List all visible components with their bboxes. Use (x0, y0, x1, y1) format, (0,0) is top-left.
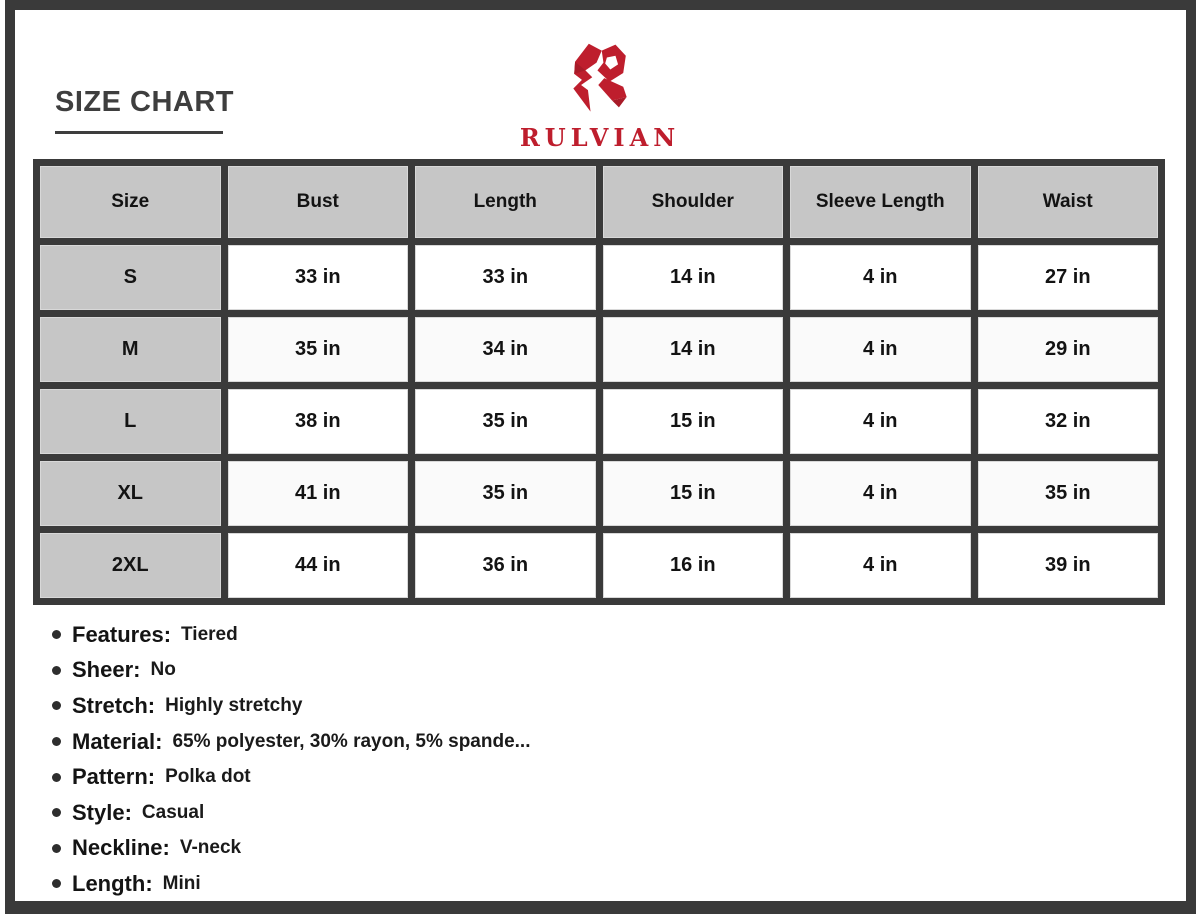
shoulder-value-cell: 16 in (603, 533, 784, 598)
detail-label: Style: (72, 799, 132, 825)
detail-label: Sheer: (72, 657, 141, 683)
size-label-cell: XL (40, 461, 221, 526)
sleeve-length-value-cell: 4 in (790, 389, 971, 454)
length-value-cell: 35 in (415, 389, 596, 454)
list-item-material (52, 724, 530, 760)
list-item-neckline (52, 831, 530, 867)
shoulder-value-cell: 15 in (603, 389, 784, 454)
column-header-shoulder: Shoulder (603, 166, 784, 238)
detail-label: Features: (72, 621, 172, 647)
detail-value: Polka dot (165, 766, 251, 788)
length-value-cell: 35 in (415, 461, 596, 526)
list-item-features (52, 617, 530, 653)
sleeve-length-value-cell: 4 in (790, 245, 971, 310)
column-header-length: Length (415, 166, 596, 238)
size-chart-table (33, 159, 1165, 605)
rulvian-r-monogram-icon (556, 36, 644, 122)
bullet-icon (52, 844, 61, 853)
waist-value-cell: 32 in (978, 389, 1159, 454)
list-item-style (52, 795, 530, 831)
bust-value-cell: 33 in (228, 245, 409, 310)
page-title: SIZE CHART (55, 86, 234, 118)
bullet-icon (52, 666, 61, 675)
bust-value-cell: 41 in (228, 461, 409, 526)
table-header-row (40, 166, 1158, 238)
detail-value: Highly stretchy (165, 694, 303, 716)
column-header-sleeve-length: Sleeve Length (790, 166, 971, 238)
waist-value-cell: 35 in (978, 461, 1159, 526)
table-row-xl (40, 461, 1158, 526)
list-item-sheer (52, 653, 530, 689)
detail-value: Mini (162, 872, 201, 894)
waist-value-cell: 29 in (978, 317, 1159, 382)
length-value-cell: 36 in (415, 533, 596, 598)
size-label-cell: L (40, 389, 221, 454)
bullet-icon (52, 879, 61, 888)
table-row-s (40, 245, 1158, 310)
bullet-icon (52, 773, 61, 782)
bust-value-cell: 44 in (228, 533, 409, 598)
table-row-2xl (40, 533, 1158, 598)
detail-label: Stretch: (72, 692, 156, 718)
table-row-m (40, 317, 1158, 382)
length-value-cell: 34 in (415, 317, 596, 382)
sleeve-length-value-cell: 4 in (790, 461, 971, 526)
waist-value-cell: 39 in (978, 533, 1159, 598)
column-header-size: Size (40, 166, 221, 238)
bullet-icon (52, 701, 61, 710)
list-item-stretch (52, 688, 530, 724)
list-item-pattern (52, 759, 530, 795)
shoulder-value-cell: 15 in (603, 461, 784, 526)
brand-wordmark: RULVIAN (519, 123, 681, 152)
length-value-cell: 33 in (415, 245, 596, 310)
bust-value-cell: 38 in (228, 389, 409, 454)
bust-value-cell: 35 in (228, 317, 409, 382)
size-label-cell: M (40, 317, 221, 382)
sleeve-length-value-cell: 4 in (790, 533, 971, 598)
size-label-cell: S (40, 245, 221, 310)
bullet-icon (52, 630, 61, 639)
column-header-bust: Bust (228, 166, 409, 238)
shoulder-value-cell: 14 in (603, 317, 784, 382)
product-details-list (52, 617, 530, 902)
detail-label: Material: (72, 728, 163, 754)
detail-value: 65% polyester, 30% rayon, 5% spande... (172, 730, 531, 752)
list-item-length (52, 866, 530, 902)
waist-value-cell: 27 in (978, 245, 1159, 310)
size-label-cell: 2XL (40, 533, 221, 598)
detail-label: Neckline: (72, 835, 170, 861)
detail-value: No (150, 659, 176, 681)
brand-logo (0, 36, 1200, 152)
bullet-icon (52, 808, 61, 817)
detail-value: Casual (141, 801, 205, 823)
table-row-l (40, 389, 1158, 454)
bullet-icon (52, 737, 61, 746)
sleeve-length-value-cell: 4 in (790, 317, 971, 382)
detail-label: Pattern: (72, 764, 156, 790)
detail-value: Tiered (181, 623, 238, 645)
column-header-waist: Waist (978, 166, 1159, 238)
detail-value: V-neck (179, 837, 242, 859)
detail-label: Length: (72, 870, 153, 896)
shoulder-value-cell: 14 in (603, 245, 784, 310)
